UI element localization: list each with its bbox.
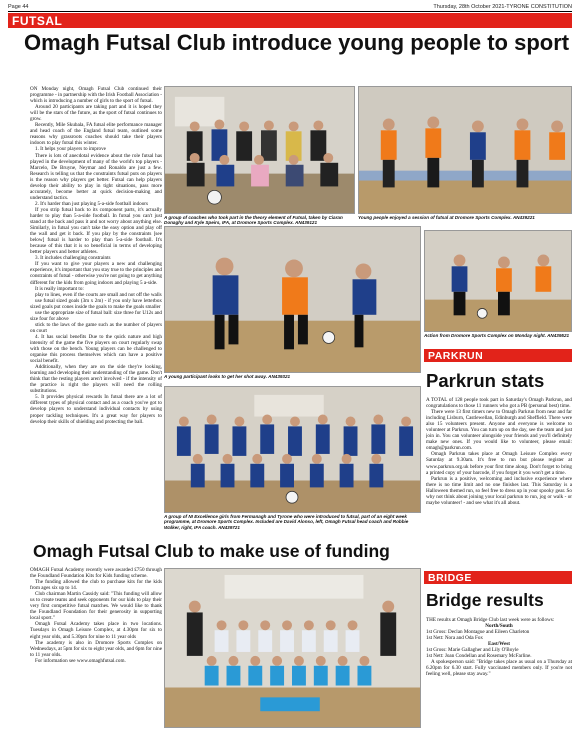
futsal-para: Additionally, when they are on the side they're looking, learning and developing their understanding of the game. Don't think that the resting players aren't involved - if the intensity of the practice is right the players will need the rolling substitutions.: [30, 364, 162, 395]
bridge-article-body: [426, 617, 572, 729]
parkrun-article-body: [426, 397, 572, 567]
futsal-para: use the appropriate size of futsal ball: size three for U12s and size four for above: [30, 309, 162, 322]
bridge-outro: A spokesperson said: "Bridge takes place as usual on a Thursday at 6.20pm for 6.30 start. Fully vaccinated members only. If you're not feeling well, please stay away.": [426, 659, 572, 678]
bridge-headline: Bridge results: [426, 590, 544, 610]
photo-coaches-group: [164, 86, 355, 214]
funding-para: Club chairman Martin Cassidy said: "This funding will allow us to create teams and seek opponents for our kids to play their very first competitive futsal matches. We would like to thank the Foundland Foundation for their generosity in supporting local sport.": [30, 591, 162, 622]
futsal-para: Around 20 participants are taking part and it is hoped they will be the stars of the future, as the sport of futsal continues to grow.: [30, 104, 162, 123]
funding-para: Omagh Futsal Academy takes place in two locations. Tuesdays in Omagh Leisure Complex, at 4.30pm for six to eight year olds, and 5.30pm for nine to 11 year olds: [30, 621, 162, 640]
photo-young-people-session: [358, 86, 572, 214]
section-tag-futsal: FUTSAL: [8, 13, 572, 28]
futsal-para: 5. It provides physical rewards In futsal there are a lot of different types of physical contact and as a coach you've got to develop players to understand individual contacts by using proper tackling techniques. It's a great way for players to develop their skills of shielding and protecting the ball.: [30, 394, 162, 425]
caption-young-people: Young people enjoyed a session of futsal at Dromore Sports Complex. AN439221: [358, 215, 535, 220]
section-tag-parkrun: PARKRUN: [424, 349, 572, 362]
photo-action-dromore: [424, 230, 572, 332]
parkrun-para: Omagh Parkrun takes place at Omagh Leisure Complex every Saturday at 9.30am. It's free to run but please register at www.parkrun.org.uk before your first time along. Don't forget to bring a printed copy of your barcode, if you forget it you won't get a time.: [426, 451, 572, 476]
futsal-para: play to lines, even if the courts are small and not off the walls: [35, 291, 162, 298]
parkrun-para: Parkrun is a positive, welcoming and inclusive experience where there is no time limit and no one finishes last. This Saturday is a Halloween themed run, so feel free to dress up in your spooky gear. So why not think about joining your local parkrun to run, jog or walk - or maybe volunteer! - and see what it's all about.: [426, 475, 572, 506]
bridge-result: 1st Gross: Marie Gallagher and Lily O'Boyle: [426, 647, 519, 654]
futsal-para: 4. It has social benefits Due to the quick nature and high intensity of the game the five players on court regularly swap with those on the bench. Young players can be challenged to organise this process themselves which can have a positive social benefit.: [30, 333, 162, 365]
futsal-para: 2. It's harder than just playing 5-a-side football indoors: [35, 200, 148, 207]
parkrun-para: A TOTAL of 128 people took part in Saturday's Omagh Parkrun, and congratulations to those 11 runners who got a PB (personal best) time.: [426, 397, 572, 410]
funding-para: OMAGH Futsal Academy recently were awarded £750 through the Foundland Foundation Kits for Kids funding scheme.: [30, 567, 162, 580]
futsal-para: If you strip futsal back to its component parts, it's actually harder to play than 5-a-side football. In futsal you can't just stand at the back and pass it and not worry about anything else. Similarly, in futsal you can't take the easy option and play off the wall and get it back. If you play by the constraints [see below] futsal is harder to play than 5-a-side football. It's because of this that it is so beneficial in terms of developing better players and better athletes.: [30, 206, 162, 256]
header-rule: [8, 11, 572, 12]
section-tag-bridge: BRIDGE: [424, 571, 572, 584]
bridge-result: 1st Nett: Joan Condellan and Rosemary McFarline.: [426, 653, 532, 660]
futsal-para: use futsal sized goals (3m x 2m) - if you only have letterbox sized goals put cones inside the goals to make the goals smaller: [30, 297, 162, 310]
futsal-para: ON Monday night, Omagh Futsal Club continued their programme - in partnership with the Irish Football Association - which is introducing a number of girls to the sport of futsal.: [30, 86, 162, 105]
bridge-ew-title: East/West: [488, 641, 510, 648]
futsal-article-body: [30, 86, 162, 566]
bridge-ns-title: North/South: [485, 623, 513, 630]
futsal-para: 3. It includes challenging constraints: [35, 255, 111, 262]
bridge-result: 1st Gross: Declan Montague and Eileen Charleton: [426, 629, 530, 636]
photo-participant-shot: [164, 226, 421, 373]
futsal-para: It is really important to:: [35, 285, 84, 292]
funding-article-body: [30, 567, 162, 729]
bridge-result: 1st Nett: Nora and Oda Fox: [426, 635, 483, 642]
futsal-para: Recently, Mile Skubala, FA futsal elite performance manager and head coach of the England futsal team, outlined some reasons why grassroots coaches should take their players indoors to play futsal this winter.: [30, 122, 162, 147]
publication-date: Thursday, 28th October 2021-TYRONE CONSTITUTION: [433, 4, 572, 10]
caption-action: Action from Dromore Sports Complex on Monday night. AN439521: [424, 333, 570, 338]
futsal-para: There is lots of anecdotal evidence about the role futsal has played in the development of many of the world's top players - Marcelo, De Bruyne, Neymar and Ronaldo are just a few. Research is telling us that the constraints futsal puts on players is the reason why players get better. Futsal can help players develop their ability to play in tight situations, pass more accurately, become better at quick decision-making and understand tactics.: [30, 152, 162, 201]
funding-headline: Omagh Futsal Club to make use of funding: [33, 541, 390, 561]
parkrun-headline: Parkrun stats: [426, 370, 545, 391]
futsal-headline: Omagh Futsal Club introduce young people to sport: [24, 30, 570, 55]
parkrun-para: There were 13 first timers new to Omagh Parkrun from near and far including Lisburn, Castlewellan, Edinburgh and Sheffield. There were also 15 volunteers present. Anyone and everyone is welcome to volunteer at Parkrun. You can turn up on the day, see the team and just join in. You can volunteer alongside your friends and you'll definitely make new ones. If you would like to volunteer, please email: omagh@parkrun.com.: [426, 409, 572, 452]
funding-para: The academy is also in Dromore Sports Complex on Wednesdays, at 5pm for six to eight year olds, and 6pm for nine to 11 year olds.: [30, 639, 162, 658]
caption-participant-shot: A young participant looks to get her shot away. AN439321: [164, 374, 291, 379]
funding-para: For information see www.omaghfutsal.com.: [35, 657, 126, 664]
futsal-para: 1. It helps your players to improve: [35, 146, 106, 153]
funding-para: The funding allowed the club to purchase kits for the kids from ages six up to 14.: [30, 579, 162, 592]
photo-kids-kits: [164, 568, 421, 728]
futsal-para: If you want to give your players a new and challenging experience, it's important that you stay true to the principles and constraints of futsal - otherwise you're not going to get anything different for the kids from going indoors and playing 5 a-side.: [30, 261, 162, 286]
page-number: Page 44: [8, 4, 29, 10]
caption-ni-excellence: A group of NI Excellence girls from Fermanagh and Tyrone who were introduced to futsal, part of an eight week programme, at Dromore Sports Complex. Included are David Alonso, left, Omagh Futsal head coach and Robbie Walker, right, IFA coach. AN439721: [164, 514, 409, 530]
bridge-intro: THE results at Omagh Bridge Club last week were as follows:: [426, 617, 555, 623]
caption-coaches: A group of coaches who took part in the theory element of Futsal, taken by Ciaran Donaghy and Kyle Speirs, IFA, at Dromore Sports Complex. AN439121: [164, 215, 343, 226]
futsal-para: stick to the laws of the game such as the number of players on court: [30, 321, 162, 334]
photo-ni-excellence-group: [164, 386, 421, 513]
